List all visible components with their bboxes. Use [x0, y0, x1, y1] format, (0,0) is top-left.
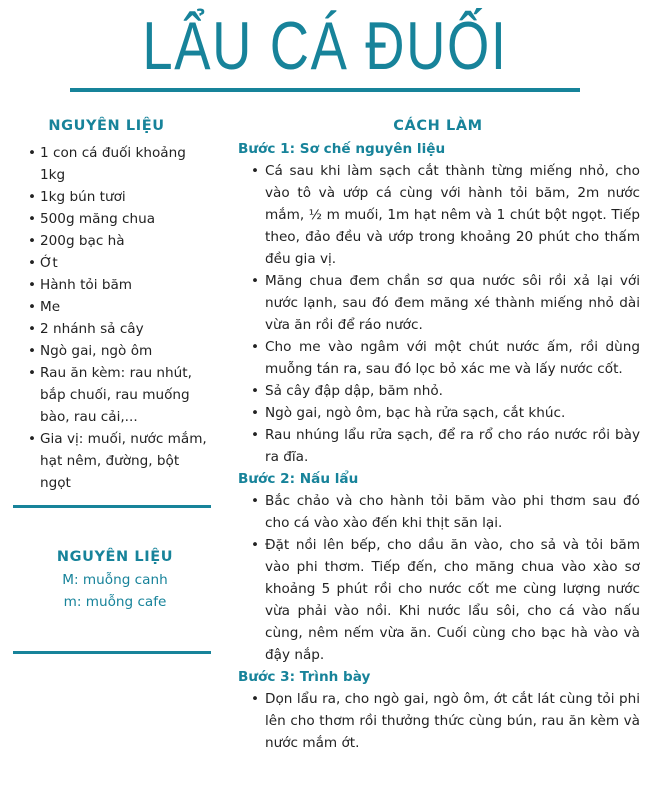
- ingredient-item: • Hành tỏi băm: [40, 274, 213, 296]
- step-title: Bước 2: Nấu lẩu: [238, 471, 359, 487]
- ingredient-item: • 2 nhánh sả cây: [40, 318, 213, 340]
- ingredients-list: [0, 142, 213, 494]
- unit-line: M: muỗng canh: [62, 572, 168, 588]
- step-item: • Sả cây đập dập, băm nhỏ.: [265, 380, 640, 402]
- step-title: Bước 3: Trình bày: [238, 669, 371, 685]
- ingredient-item: • Ớt: [40, 252, 213, 274]
- units-section: [0, 545, 230, 613]
- step-item: • Bắc chảo và cho hành tỏi băm vào phi thơm sau đó cho cá vào xào đến khi thịt săn lại.: [265, 490, 640, 534]
- ingredient-item: • Gia vị: muối, nước mắm, hạt nêm, đường, bột ngọt: [40, 428, 213, 494]
- step-list: [238, 490, 640, 666]
- step-title: Bước 1: Sơ chế nguyên liệu: [238, 141, 446, 157]
- method-heading: CÁCH LÀM: [393, 118, 483, 134]
- ingredients-section: [0, 114, 213, 494]
- page-title: LẨU CÁ ĐUỐI: [142, 8, 508, 84]
- step-list: [238, 160, 640, 468]
- ingredient-item: • 500g măng chua: [40, 208, 213, 230]
- step-item: • Rau nhúng lẩu rửa sạch, để ra rổ cho ráo nước rồi bày ra đĩa.: [265, 424, 640, 468]
- title-divider: [70, 88, 580, 92]
- ingredient-item: • 200g bạc hà: [40, 230, 213, 252]
- step-item: • Ngò gai, ngò ôm, bạc hà rửa sạch, cắt khúc.: [265, 402, 640, 424]
- ingredient-item: • Me: [40, 296, 213, 318]
- step-item: • Đặt nồi lên bếp, cho dầu ăn vào, cho sả và tỏi băm vào phi thơm. Tiếp đến, cho măng chua vào xào sơ khoảng 5 phút rồi cho nước cốt me cùng lượng nước vừa phải vào nồi. Khi nước lẩu sôi, cho cá vào nấu cùng, nêm nếm vừa ăn. Cuối cùng cho bạc hà vào và đậy nắp.: [265, 534, 640, 666]
- units-heading: NGUYÊN LIỆU: [56, 549, 174, 565]
- step-item: • Cho me vào ngâm với một chút nước ấm, rồi dùng muỗng tán ra, sau đó lọc bỏ xác me và lấy nước cốt.: [265, 336, 640, 380]
- ingredient-item: • 1 con cá đuối khoảng 1kg: [40, 142, 213, 186]
- step-list: [238, 688, 640, 754]
- step-item: • Dọn lẩu ra, cho ngò gai, ngò ôm, ớt cắt lát cùng tỏi phi lên cho thơm rồi thưởng thức cùng bún, rau ăn kèm và nước mắm ớt.: [265, 688, 640, 754]
- ingredient-item: • Rau ăn kèm: rau nhút, bắp chuối, rau muống bào, rau cải,...: [40, 362, 213, 428]
- step-item: • Cá sau khi làm sạch cắt thành từng miếng nhỏ, cho vào tô và ướp cá cùng với hành tỏi băm, 2m nước mắm, ½ m muối, 1m hạt nêm và 1 chút bột ngọt. Tiếp theo, đảo đều và ướp trong khoảng 20 phút cho thấm đều gia vị.: [265, 160, 640, 270]
- method-section: [238, 114, 640, 754]
- ingredient-item: • Ngò gai, ngò ôm: [40, 340, 213, 362]
- left-divider-top: [13, 505, 211, 508]
- step-item: • Măng chua đem chần sơ qua nước sôi rồi xả lại với nước lạnh, sau đó đem măng xé thành miếng nhỏ dài vừa ăn rồi để ráo nước.: [265, 270, 640, 336]
- unit-line: m: muỗng cafe: [63, 594, 167, 610]
- ingredient-item: • 1kg bún tươi: [40, 186, 213, 208]
- ingredients-heading: NGUYÊN LIỆU: [48, 118, 165, 134]
- left-divider-bottom: [13, 651, 211, 654]
